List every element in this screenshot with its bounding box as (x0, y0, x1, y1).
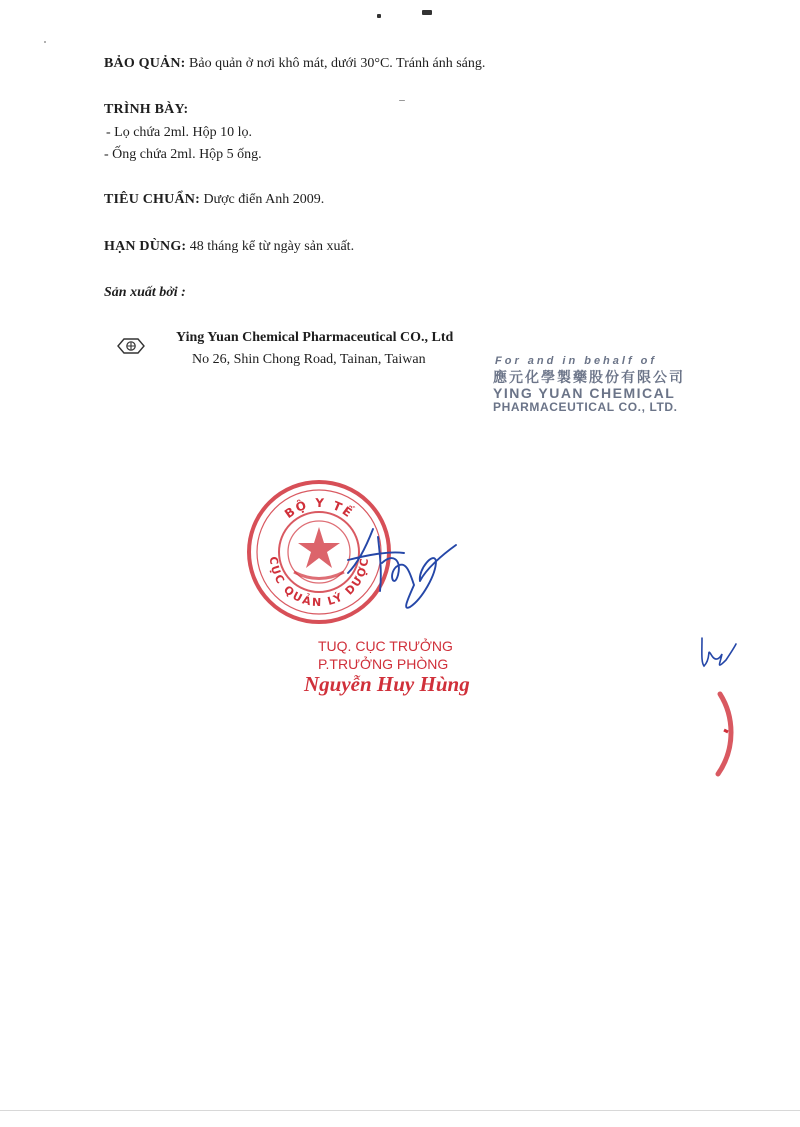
scan-speck (399, 100, 405, 101)
scan-speck (44, 41, 46, 43)
initials-scribble (692, 632, 738, 672)
seal-top-text: BỘ Y TẾ (281, 495, 357, 522)
expiry-text: 48 tháng kể từ ngày sản xuất. (186, 239, 355, 254)
company-stamp-line: PHARMACEUTICAL CO., LTD. (493, 400, 678, 414)
signatory-name: Nguyễn Huy Hùng (304, 672, 470, 696)
seal-bottom-text: CỤC QUẢN LÝ DƯỢC (266, 555, 372, 610)
standard-text: Dược điển Anh 2009. (199, 192, 325, 207)
signatory-title: TUQ. CỤC TRƯỞNG (318, 638, 453, 654)
expiry-line (104, 239, 354, 255)
presentation-item: - Ống chứa 2ml. Hộp 5 ống. (104, 147, 262, 162)
standard-label: TIÊU CHUẨN: (104, 192, 200, 207)
manufacturer-name: Ying Yuan Chemical Pharmaceutical CO., Ltd (176, 330, 454, 345)
expiry-label: HẠN DÙNG: (104, 239, 187, 254)
storage-line (104, 56, 485, 72)
company-stamp-line: 應元化學製藥股份有限公司 (493, 369, 685, 385)
presentation-item: - Lọ chứa 2ml. Hộp 10 lọ. (106, 125, 253, 140)
company-stamp-line: YING YUAN CHEMICAL (493, 385, 676, 401)
signatory-subtitle: P.TRƯỞNG PHÒNG (318, 656, 449, 672)
storage-text: Bảo quản ở nơi khô mát, dưới 30°C. Tránh ánh sáng. (185, 56, 486, 71)
standard-line (104, 192, 324, 208)
page-bottom-border (0, 1110, 800, 1111)
company-stamp (493, 356, 685, 413)
manufacturer-address: No 26, Shin Chong Road, Tainan, Taiwan (192, 352, 426, 367)
company-stamp-line: For and in behalf of (495, 355, 658, 367)
scan-speck (422, 10, 432, 15)
scan-speck (377, 14, 381, 18)
signature-scribble (318, 515, 463, 620)
manufacturer-logo-icon (116, 337, 146, 355)
partial-seal-edge (708, 690, 744, 780)
manufactured-by-heading: Sản xuất bởi : (104, 285, 186, 300)
storage-label: BẢO QUẢN: (104, 56, 186, 71)
presentation-label: TRÌNH BÀY: (104, 102, 189, 117)
